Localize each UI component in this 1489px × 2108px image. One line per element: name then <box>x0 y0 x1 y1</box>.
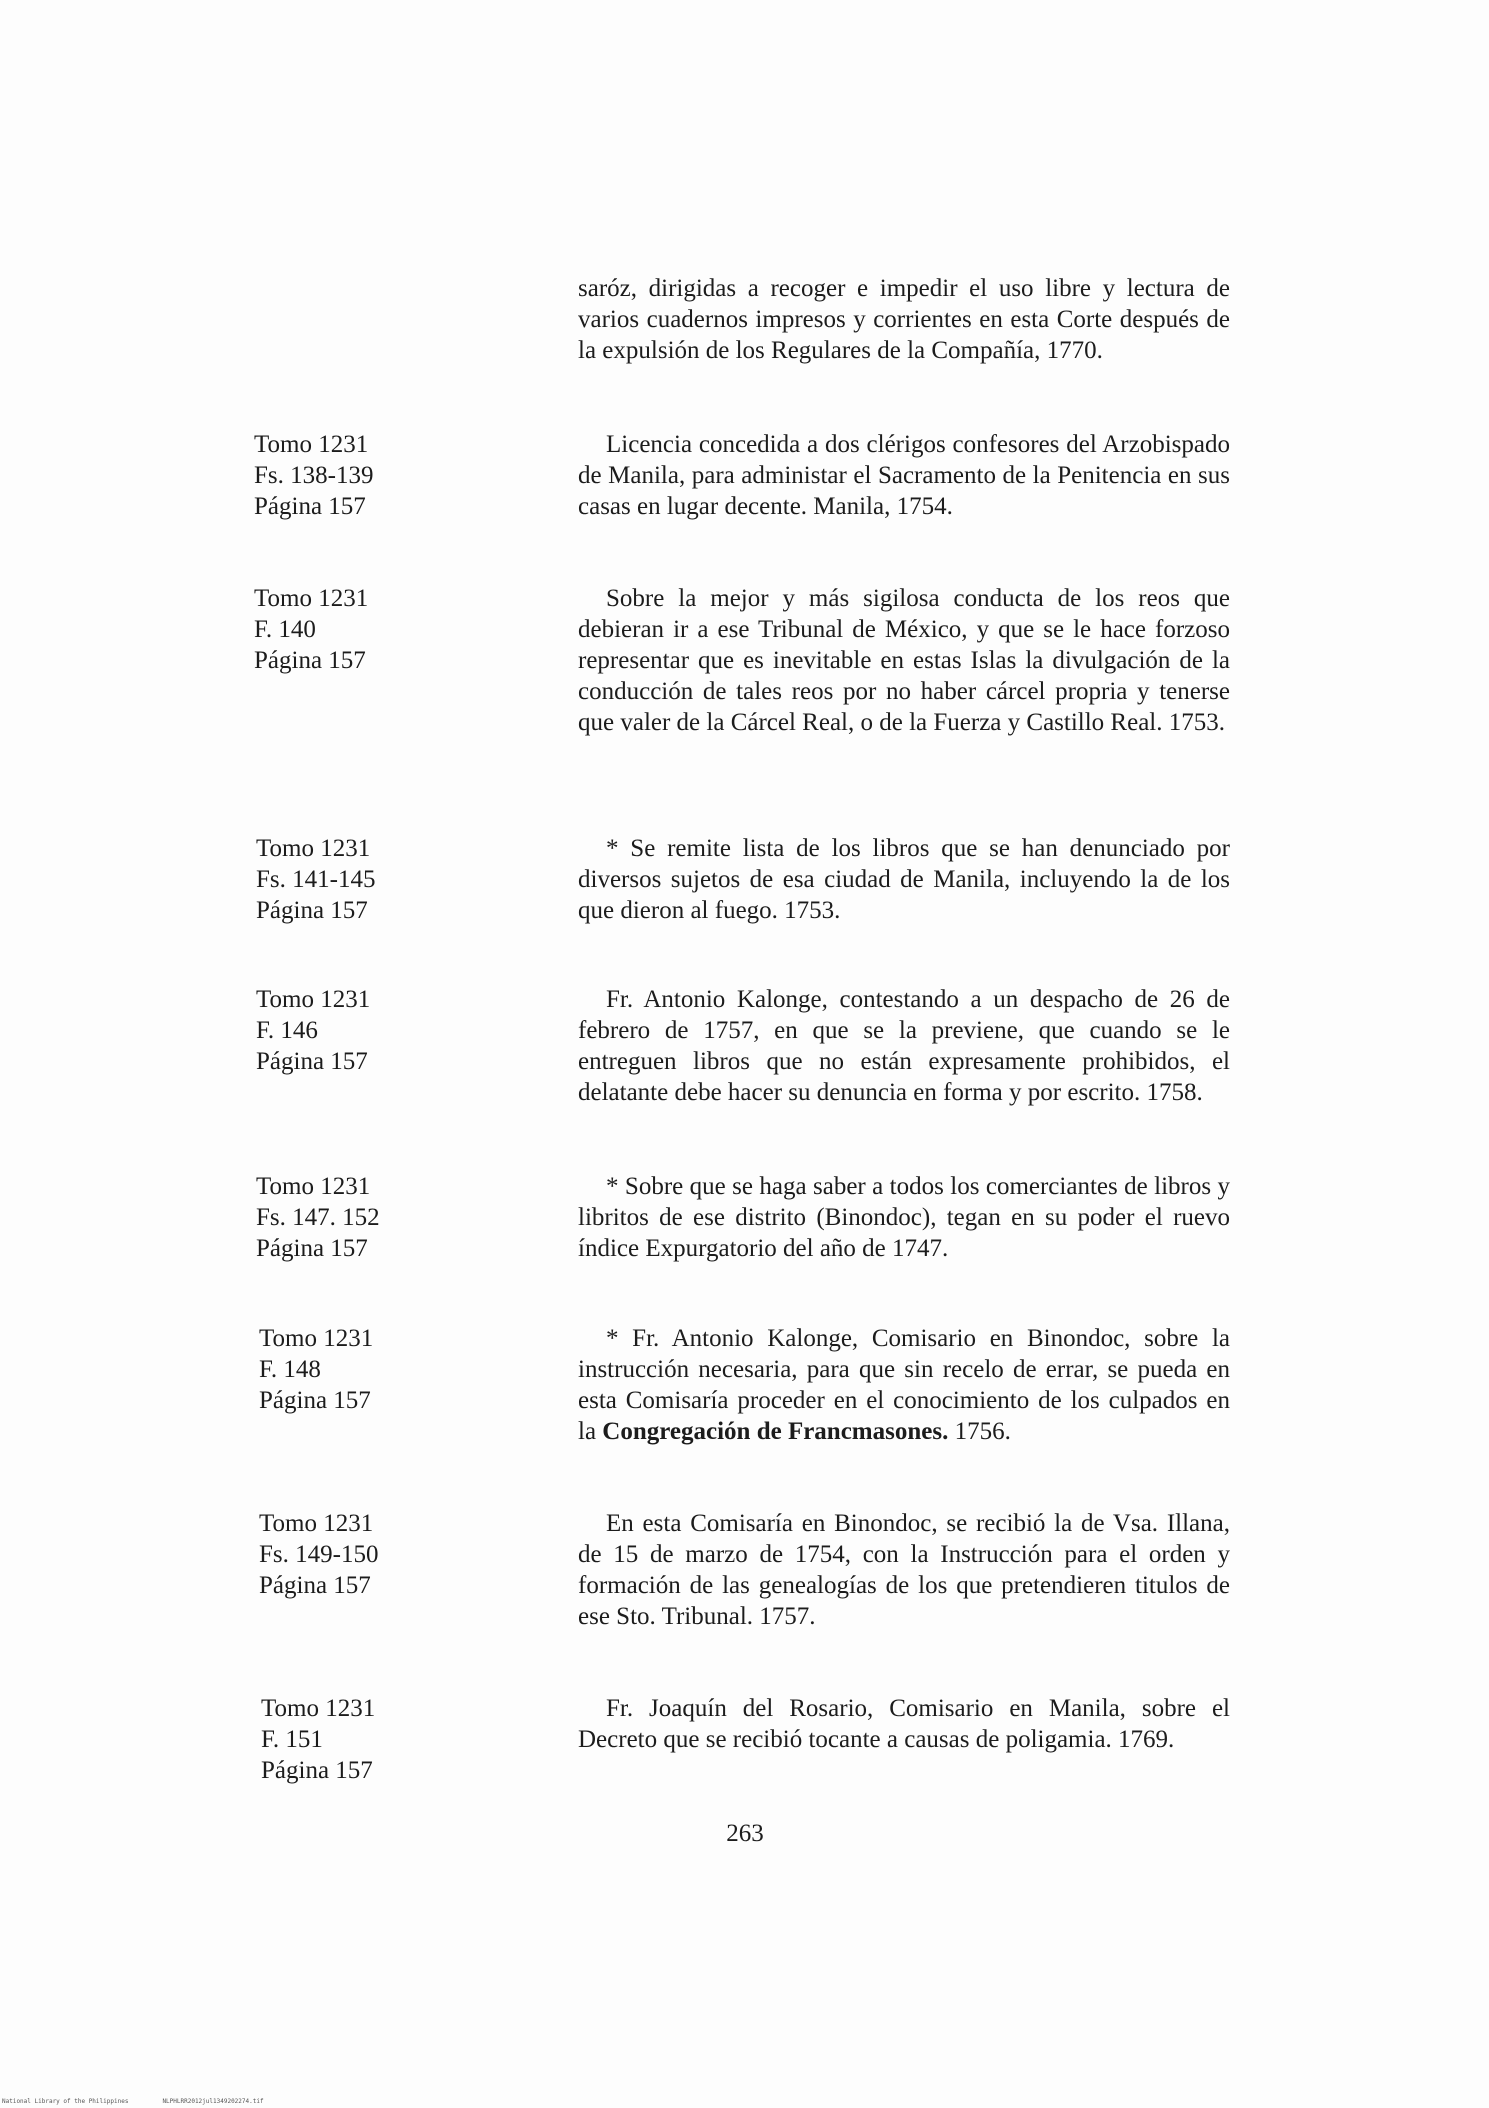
pagina-label: Página 157 <box>256 1048 368 1075</box>
entry-reference <box>256 984 516 1077</box>
entry-text <box>578 1323 1230 1447</box>
folio-label: Fs. 149-150 <box>259 1541 379 1568</box>
folio-label: Fs. 141-145 <box>256 866 376 893</box>
tomo-label: Tomo 1231 <box>261 1695 376 1722</box>
tomo-label: Tomo 1231 <box>256 1173 371 1200</box>
pagina-label: Página 157 <box>259 1387 371 1414</box>
entry-text: En esta Comisaría en Binondoc, se recibió la de Vsa. Illana, de 15 de marzo de 1754, con la Instrucción para el orden y formación de las genealogías de los que pretendieren titulos de ese Sto. Tribunal. 1757. <box>578 1510 1230 1630</box>
tomo-label: Tomo 1231 <box>259 1325 374 1352</box>
entry-text-end: 1756. <box>948 1418 1011 1445</box>
tomo-label: Tomo 1231 <box>256 986 371 1013</box>
footer-file: NLPHLRR2012jul1349202274.tif <box>162 2098 264 2105</box>
entry-text-bold: Congregación de Francmasones. <box>602 1418 949 1445</box>
entry-reference <box>256 1171 516 1264</box>
pagina-label: Página 157 <box>254 493 366 520</box>
entry-reference <box>256 833 516 926</box>
folio-label: Fs. 138-139 <box>254 462 374 489</box>
tomo-label: Tomo 1231 <box>256 835 371 862</box>
entry-reference <box>259 1508 519 1601</box>
entry-reference <box>261 1693 521 1786</box>
page-number: 263 <box>726 1820 764 1847</box>
folio-label: F. 148 <box>259 1356 321 1383</box>
scan-footer <box>2 2098 264 2106</box>
entry-text: Licencia concedida a dos clérigos confesores del Arzobispado de Manila, para administar el Sacramento de la Penitencia en sus casas en lugar decente. Manila, 1754. <box>578 431 1230 520</box>
entry-reference <box>259 1323 519 1416</box>
tomo-label: Tomo 1231 <box>254 431 369 458</box>
pagina-label: Página 157 <box>259 1572 371 1599</box>
folio-label: Fs. 147. 152 <box>256 1204 380 1231</box>
entry-text: Fr. Joaquín del Rosario, Comisario en Manila, sobre el Decreto que se recibió tocante a causas de poligamia. 1769. <box>578 1695 1230 1753</box>
folio-label: F. 151 <box>261 1726 323 1753</box>
pagina-label: Página 157 <box>261 1757 373 1784</box>
tomo-label: Tomo 1231 <box>254 585 369 612</box>
entry-reference <box>254 583 514 676</box>
entry-text: Sobre la mejor y más sigilosa conducta de los reos que debieran ir a ese Tribunal de México, y que se le hace forzoso representar que es inevitable en estas Islas la divulgación de la conducción de tales reos por no haber cárcel propria y tenerse que valer de la Cárcel Real, o de la Fuerza y Castillo Real. 1753. <box>578 585 1230 736</box>
pagina-label: Página 157 <box>256 1235 368 1262</box>
entry-text: * Se remite lista de los libros que se han denunciado por diversos sujetos de esa ciudad de Manila, incluyendo la de los que dieron al fuego. 1753. <box>578 835 1230 924</box>
entry-text: Fr. Antonio Kalonge, contestando a un despacho de 26 de febrero de 1757, en que se la previene, que cuando se le entreguen libros que no están expresamente prohibidos, el delatante debe hacer su denuncia en forma y por escrito. 1758. <box>578 986 1230 1106</box>
pagina-label: Página 157 <box>256 897 368 924</box>
pagina-label: Página 157 <box>254 647 366 674</box>
folio-label: F. 146 <box>256 1017 318 1044</box>
intro-paragraph: saróz, dirigidas a recoger e impedir el uso libre y lectura de varios cuadernos impresos y corrientes en esta Corte después de la expulsión de los Regulares de la Compañía, 1770. <box>578 275 1230 364</box>
entry-text: * Sobre que se haga saber a todos los comerciantes de libros y libritos de ese distrito (Binondoc), tegan en su poder el ruevo índice Expurgatorio del año de 1747. <box>578 1173 1230 1262</box>
folio-label: F. 140 <box>254 616 316 643</box>
footer-library: National Library of the Philippines <box>2 2098 129 2105</box>
entry-reference <box>254 429 514 522</box>
entry-text-main: * Fr. Antonio Kalonge, Comisario en Binondoc, sobre la instrucción necesaria, para que sin recelo de errar, se pueda en esta Comisaría proceder en el conocimiento de los culpados en la <box>578 1325 1230 1445</box>
tomo-label: Tomo 1231 <box>259 1510 374 1537</box>
